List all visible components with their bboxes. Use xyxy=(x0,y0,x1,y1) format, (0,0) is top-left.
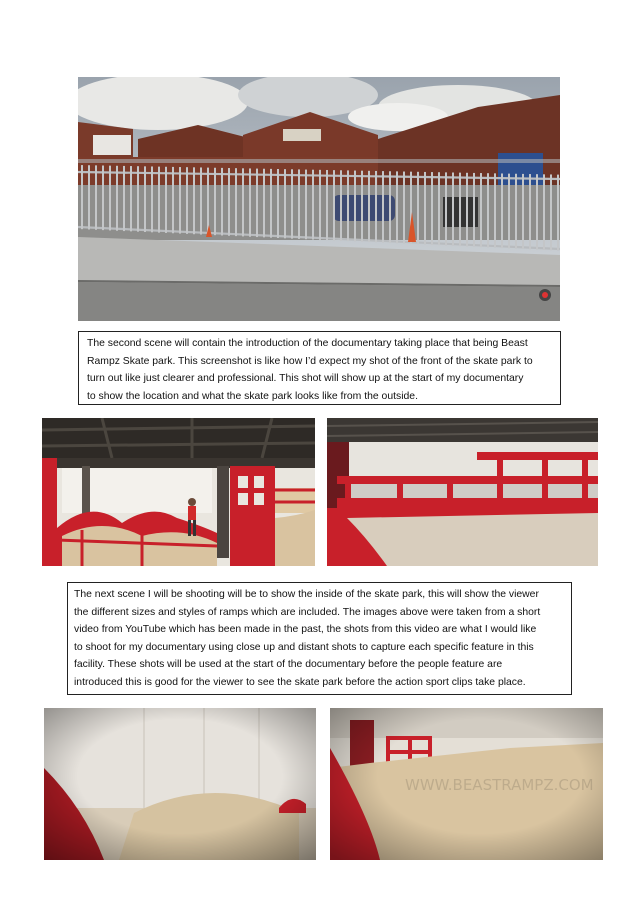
caption-line: the different sizes and styles of ramps which are included. The images above were taken from a short xyxy=(74,606,541,618)
caption-line: The second scene will contain the introduction of the documentary taking place that being Beast xyxy=(87,338,528,349)
caption-line: Rampz Skate park. This screenshot is like how I’d expect my shot of the front of the skate park to xyxy=(87,355,533,367)
scene-two-caption xyxy=(78,331,561,405)
caption-line: to shoot for my documentary using close up and distant shots to capture each specific feature in this xyxy=(74,641,534,653)
red-coping-photo xyxy=(327,418,598,566)
caption-line: turn out like just clearer and professional. This shot will show up at the start of my documentary xyxy=(87,373,524,384)
interior-wide-photo xyxy=(42,418,315,566)
next-scene-caption xyxy=(67,582,572,695)
caption-line: The next scene I will be shooting will be to show the inside of the skate park, this will show the viewer xyxy=(74,589,539,600)
exterior-street-photo xyxy=(78,77,560,321)
hump-ramp-photo xyxy=(44,708,316,860)
watermark-ramp-photo xyxy=(330,708,603,860)
caption-line: to show the location and what the skate park looks like from the outside. xyxy=(87,390,418,402)
caption-line: facility. These shots will be used at the start of the documentary before the people feature are xyxy=(74,659,503,670)
caption-line: introduced this is good for the viewer to see the skate park before the action sport clips take place. xyxy=(74,676,526,688)
caption-line: video from YouTube which has been made in the past, the shots from this video are what I would like xyxy=(74,624,537,635)
